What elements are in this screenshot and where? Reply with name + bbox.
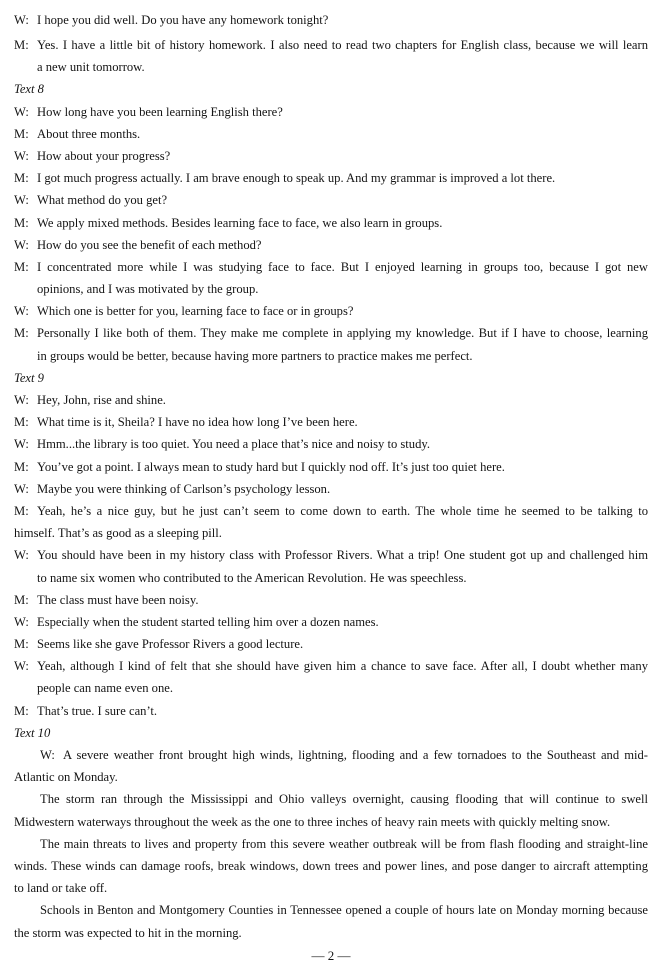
speaker-label: W: — [14, 437, 29, 452]
utterance-text: Hmm...the library is too quiet. You need a place that’s nice and noisy to study. — [37, 437, 431, 452]
dialogue-line — [14, 478, 648, 500]
passage-paragraph — [14, 788, 648, 832]
paragraph-line: the storm was expected to hit in the morning. — [14, 925, 242, 940]
dialogue-line: opinions, and I was motivated by the group. — [37, 282, 259, 297]
utterance-text: How long have you been learning English there? — [37, 104, 283, 119]
dialogue-line — [14, 212, 648, 234]
speaker-label: M: — [14, 38, 29, 52]
section-heading: Text 8 — [14, 82, 44, 97]
dialogue-line — [14, 633, 648, 655]
speaker-label: M: — [14, 592, 29, 607]
utterance-text: What method do you get? — [37, 193, 168, 208]
paragraph-line — [14, 744, 648, 766]
utterance-text: That’s true. I sure can’t. — [37, 703, 158, 718]
speaker-label: W: — [14, 193, 29, 208]
utterance-text: Especially when the student started telling him over a dozen names. — [37, 614, 379, 629]
speaker-label: W: — [14, 659, 29, 674]
dialogue-line: to name six women who contributed to the American Revolution. He was speechless. — [37, 570, 467, 585]
dialogue-line — [14, 101, 648, 123]
utterance-text: Yeah, he’s a nice guy, but he just can’t seem to come down to earth. The whole time he seemed to be talking to — [37, 503, 648, 518]
dialogue-turn — [14, 300, 648, 322]
dialogue-turn — [14, 700, 648, 722]
utterance-text: We apply mixed methods. Besides learning face to face, we also learn in groups. — [37, 215, 443, 230]
dialogue-line — [14, 34, 648, 56]
dialogue-line: himself. That’s as good as a sleeping pill. — [14, 526, 222, 541]
dialogue-line — [14, 145, 648, 167]
paragraph-line: winds. These winds can damage roofs, break windows, down trees and power lines, and pose danger to aircraft attempting — [14, 858, 648, 873]
paragraph-line: Midwestern waterways throughout the week as the one to three inches of heavy rain meets with quickly melting snow. — [14, 814, 611, 829]
page-number: — 2 — — [311, 948, 351, 964]
dialogue-line: in groups would be better, because having more partners to practice makes me perfect. — [37, 348, 473, 363]
dialogue-line — [14, 544, 648, 566]
dialogue-line — [14, 189, 648, 211]
utterance-text: Yeah, although I kind of felt that she should have given him a chance to save face. After all, I doubt whether many — [37, 659, 648, 674]
speaker-label: W: — [40, 748, 55, 762]
section-heading: Text 10 — [14, 725, 51, 740]
dialogue-line — [14, 433, 648, 455]
dialogue-turn — [14, 234, 648, 256]
utterance-text: I got much progress actually. I am brave enough to speak up. And my grammar is improved a lot there. — [37, 171, 556, 186]
paragraph-line: The main threats to lives and property from this severe weather outbreak will be from flash flooding and straight-line — [40, 836, 648, 851]
dialogue-turn — [14, 123, 648, 145]
utterance-text: How about your progress? — [37, 148, 171, 163]
speaker-label: W: — [14, 104, 29, 119]
passage-paragraph — [14, 899, 648, 943]
dialogue-line — [14, 700, 648, 722]
dialogue-turn — [14, 544, 648, 588]
passage-paragraph — [14, 833, 648, 900]
dialogue-line — [14, 411, 648, 433]
dialogue-turn — [14, 256, 648, 300]
passage-paragraph — [14, 744, 648, 788]
dialogue-turn — [14, 655, 648, 699]
dialogue-turn — [14, 478, 648, 500]
speaker-label: M: — [14, 126, 29, 141]
dialogue-line: a new unit tomorrow. — [37, 60, 145, 75]
dialogue-line — [14, 611, 648, 633]
utterance-text: Hey, John, rise and shine. — [37, 393, 166, 407]
paragraph-line: The storm ran through the Mississippi and Ohio valleys overnight, causing flooding that will continue to swell — [40, 792, 648, 807]
speaker-label: W: — [14, 304, 29, 319]
dialogue-line — [14, 9, 648, 34]
dialogue-turn — [14, 9, 648, 34]
utterance-text: I concentrated more while I was studying face to face. But I enjoyed learning in groups too, because I got new — [37, 259, 648, 274]
speaker-label: W: — [14, 237, 29, 252]
dialogue-line — [14, 589, 648, 611]
dialogue-turn — [14, 456, 648, 478]
dialogue-turn — [14, 167, 648, 189]
dialogue-line — [14, 234, 648, 256]
dialogue-line — [14, 167, 648, 189]
speaker-label: W: — [14, 548, 29, 563]
paragraph-line: Atlantic on Monday. — [14, 770, 118, 785]
dialogue-line — [14, 389, 648, 411]
dialogue-line — [14, 256, 648, 278]
paragraph-text: A severe weather front brought high winds, lightning, flooding and a few tornadoes to the Southeast and mid- — [63, 748, 648, 762]
utterance-text: Yes. I have a little bit of history homework. I also need to read two chapters for English class, because we will learn — [37, 38, 648, 52]
utterance-text: Personally I like both of them. They make me complete in applying my knowledge. But if I have to choose, learning — [37, 326, 648, 341]
speaker-label: M: — [14, 703, 29, 718]
dialogue-line — [14, 500, 648, 522]
utterance-text: Which one is better for you, learning face to face or in groups? — [37, 304, 354, 319]
section-heading: Text 9 — [14, 370, 44, 385]
speaker-label: M: — [14, 459, 29, 474]
dialogue-line — [14, 322, 648, 344]
dialogue-turn — [14, 389, 648, 411]
utterance-text: I hope you did well. Do you have any homework tonight? — [37, 13, 329, 27]
dialogue-turn — [14, 101, 648, 123]
speaker-label: M: — [14, 637, 29, 652]
speaker-label: M: — [14, 171, 29, 186]
dialogue-turn — [14, 189, 648, 211]
dialogue-line — [14, 456, 648, 478]
utterance-text: About three months. — [37, 126, 141, 141]
dialogue-turn — [14, 433, 648, 455]
dialogue-line — [14, 655, 648, 677]
speaker-label: M: — [14, 259, 29, 274]
speaker-label: W: — [14, 614, 29, 629]
speaker-label: M: — [14, 415, 29, 430]
dialogue-turn — [14, 633, 648, 655]
dialogue-turn — [14, 500, 648, 544]
speaker-label: M: — [14, 326, 29, 341]
utterance-text: You’ve got a point. I always mean to study hard but I quickly nod off. It’s just too quiet here. — [37, 459, 505, 474]
utterance-text: The class must have been noisy. — [37, 592, 199, 607]
dialogue-turn — [14, 411, 648, 433]
paragraph-line: to land or take off. — [14, 881, 108, 896]
utterance-text: Maybe you were thinking of Carlson’s psychology lesson. — [37, 481, 331, 496]
dialogue-line — [14, 300, 648, 322]
paragraph-line: Schools in Benton and Montgomery Counties in Tennessee opened a couple of hours late on Monday morning because — [40, 903, 648, 918]
dialogue-turn — [14, 145, 648, 167]
speaker-label: M: — [14, 215, 29, 230]
dialogue-line: people can name even one. — [37, 681, 174, 696]
dialogue-turn — [14, 589, 648, 611]
dialogue-turn — [14, 322, 648, 366]
utterance-text: What time is it, Sheila? I have no idea how long I’ve been here. — [37, 415, 358, 430]
speaker-label: W: — [14, 481, 29, 496]
dialogue-turn — [14, 212, 648, 234]
utterance-text: You should have been in my history class with Professor Rivers. What a trip! One student got up and challenged him — [37, 548, 648, 563]
dialogue-turn — [14, 611, 648, 633]
speaker-label: W: — [14, 393, 29, 407]
dialogue-line — [14, 123, 648, 145]
dialogue-turn — [14, 34, 648, 78]
utterance-text: How do you see the benefit of each method? — [37, 237, 262, 252]
utterance-text: Seems like she gave Professor Rivers a good lecture. — [37, 637, 304, 652]
speaker-label: W: — [14, 148, 29, 163]
speaker-label: M: — [14, 503, 29, 518]
speaker-label: W: — [14, 13, 29, 27]
